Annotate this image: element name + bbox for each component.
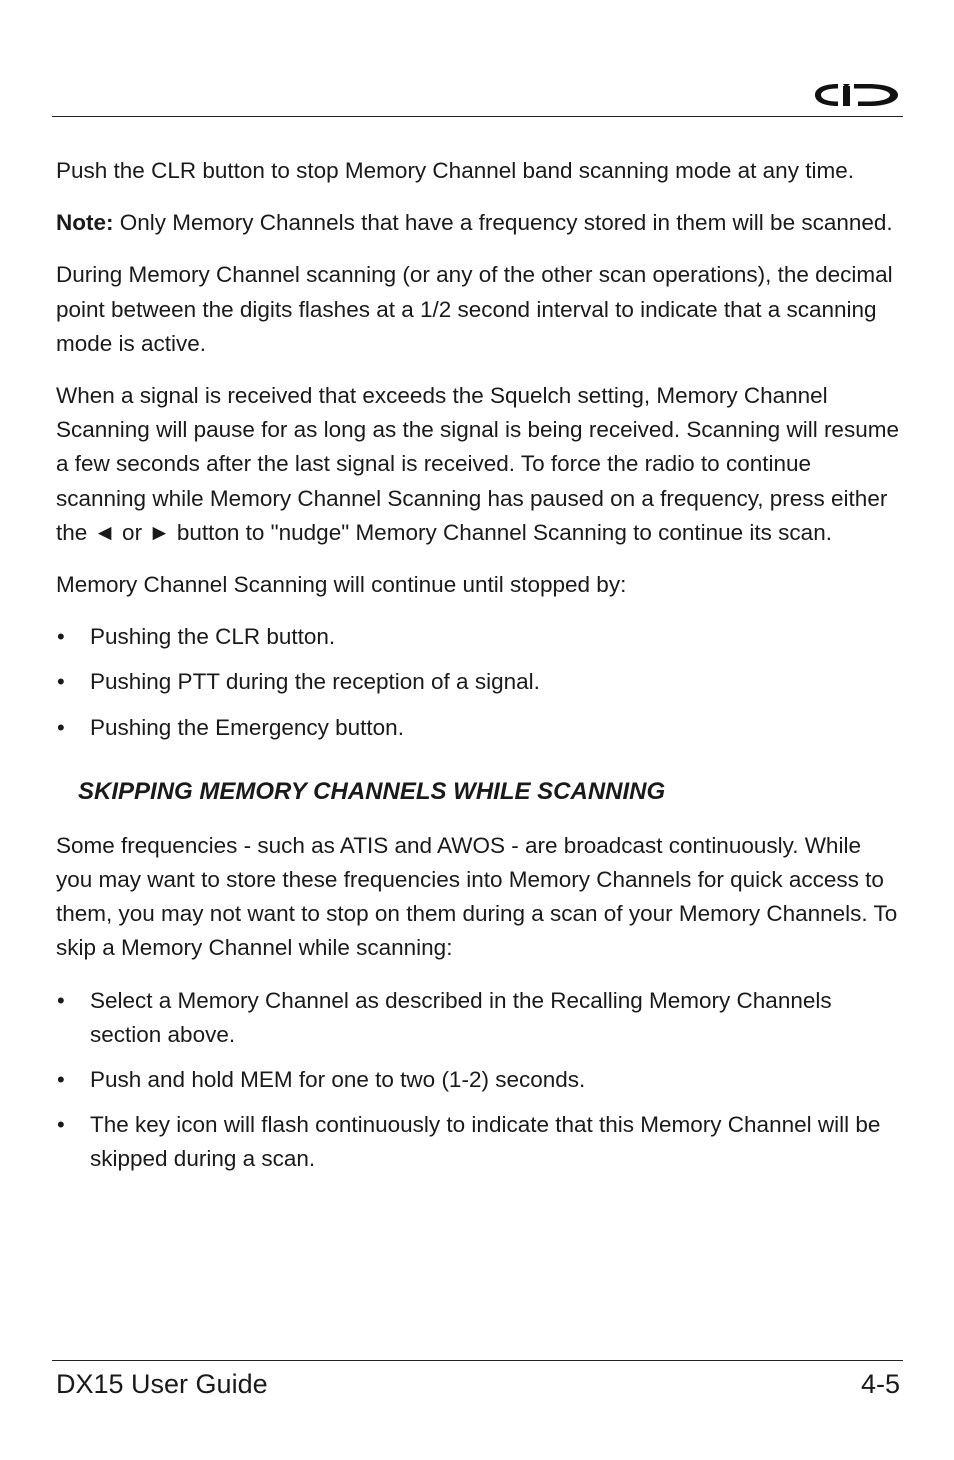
footer-title: DX15 User Guide — [56, 1369, 268, 1399]
list-item: • Pushing the Emergency button. — [56, 711, 902, 745]
list-item: • The key icon will flash continuously to indicate that this Memory Channel will be skipped during a scan. — [56, 1108, 902, 1176]
footer-divider — [52, 1360, 903, 1361]
page-number: 4-5 — [860, 1369, 900, 1399]
list-item: • Select a Memory Channel as described in the Recalling Memory Channels section above. — [56, 984, 902, 1052]
page-content — [56, 154, 902, 1195]
brand-logo-icon — [812, 80, 900, 110]
note-label: Note: — [56, 210, 114, 236]
paragraph-clr-stop: Push the CLR button to stop Memory Channel band scanning mode at any time. — [56, 158, 854, 183]
paragraph-continue-until: Memory Channel Scanning will continue until stopped by: — [56, 572, 627, 598]
section-heading: SKIPPING MEMORY CHANNELS WHILE SCANNING — [78, 777, 666, 805]
paragraph-decimal-point: During Memory Channel scanning (or any of the other scan operations), the decimal point between the digits flashes at a 1/2 second interval to indicate that a scanning mode is active. — [56, 262, 893, 356]
header-divider — [52, 116, 903, 117]
note-text: Only Memory Channels that have a frequency stored in them will be scanned. — [113, 210, 893, 236]
list-item: • Pushing the CLR button. — [56, 620, 902, 654]
paragraph-squelch-pause: When a signal is received that exceeds the Squelch setting, Memory Channel Scanning will pause for as long as the signal is being received. Scanning will resume a few seconds after the last signal is received. To force the radio to continue scanning while Memory Channel Scanning has paused on a frequency, press either the ◄ or ► button to "nudge" Memory Channel Scanning to continue its scan. — [56, 383, 899, 545]
skip-steps-list — [56, 984, 902, 1177]
stop-conditions-list — [56, 620, 902, 745]
note-paragraph — [56, 206, 902, 240]
list-item: • Push and hold MEM for one to two (1-2) seconds. — [56, 1063, 902, 1097]
paragraph-skip-intro: Some frequencies - such as ATIS and AWOS - are broadcast continuously. While you may want to store these frequencies into Memory Channels for quick access to them, you may not want to stop on them during a scan of your Memory Channels. To skip a Memory Channel while scanning: — [56, 832, 898, 961]
list-item: • Pushing PTT during the reception of a signal. — [56, 665, 902, 699]
